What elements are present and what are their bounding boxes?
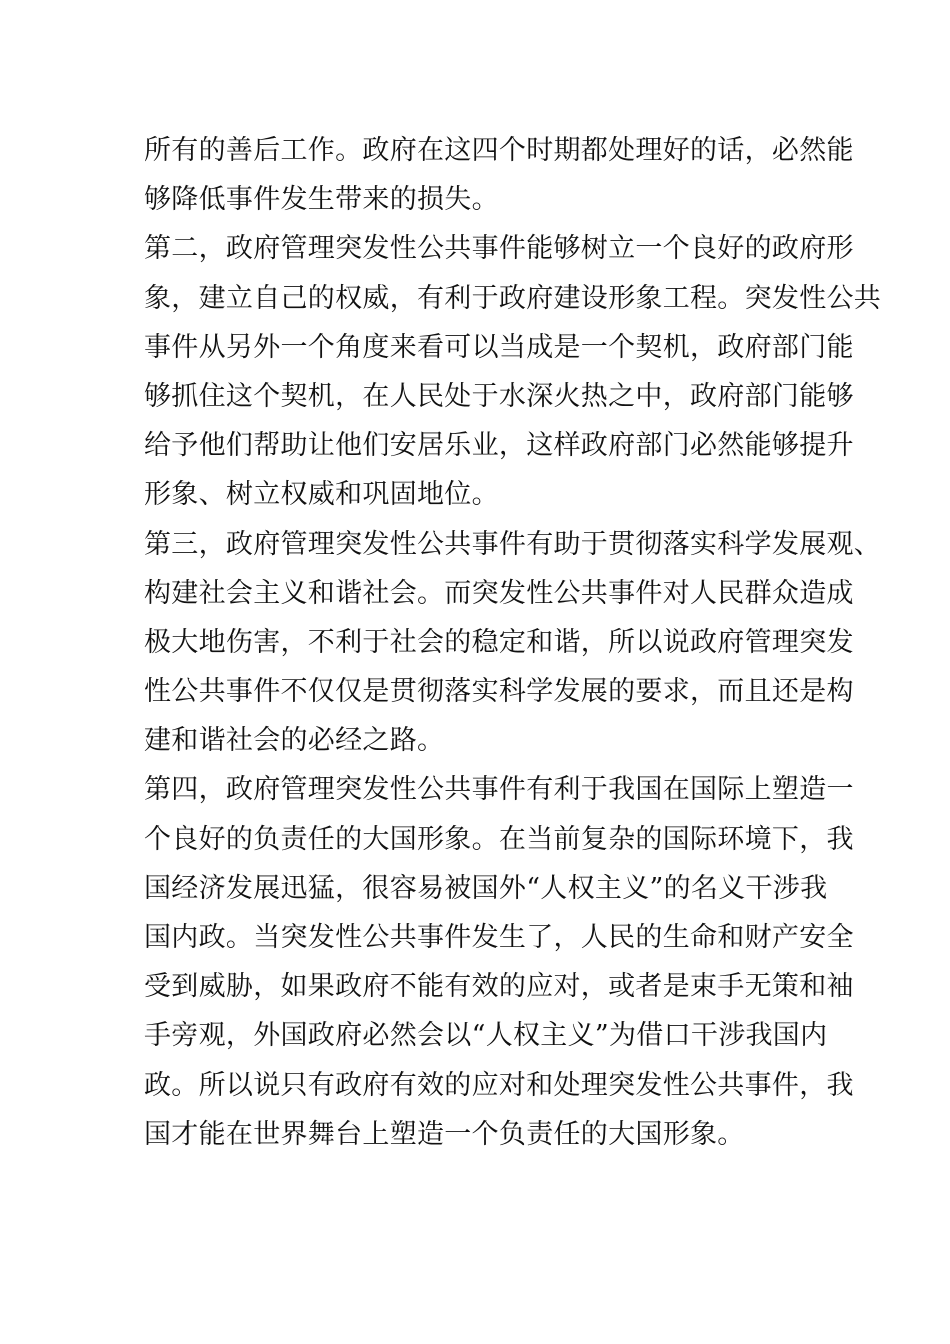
text-line: 国才能在世界舞台上塑造一个负责任的大国形象。 (144, 1118, 745, 1150)
text-line: 手旁观，外国政府必然会以“人权主义”为借口干涉我国内 (144, 1020, 828, 1052)
text-line: 够抓住这个契机，在人民处于水深火热之中，政府部门能够 (144, 380, 854, 412)
body-text (144, 126, 882, 1159)
text-line: 象，建立自己的权威，有利于政府建设形象工程。突发性公共 (144, 282, 882, 314)
text-line: 第三，政府管理突发性公共事件有助于贯彻落实科学发展观、 (144, 528, 882, 560)
text-line: 国经济发展迅猛，很容易被国外“人权主义”的名义干涉我 (144, 872, 828, 904)
text-line: 所有的善后工作。政府在这四个时期都处理好的话，必然能 (144, 135, 854, 166)
text-line: 受到威胁，如果政府不能有效的应对，或者是束手无策和袖 (144, 971, 854, 1003)
text-line: 第四，政府管理突发性公共事件有利于我国在国际上塑造一 (144, 774, 854, 806)
text-line: 性公共事件不仅仅是贯彻落实科学发展的要求，而且还是构 (144, 676, 854, 708)
text-line: 事件从另外一个角度来看可以当成是一个契机，政府部门能 (144, 331, 854, 363)
text-line: 极大地伤害，不利于社会的稳定和谐，所以说政府管理突发 (144, 626, 854, 658)
text-line: 个良好的负责任的大国形象。在当前复杂的国际环境下，我 (144, 823, 854, 855)
text-line: 政。所以说只有政府有效的应对和处理突发性公共事件，我 (144, 1069, 854, 1101)
text-line: 形象、树立权威和巩固地位。 (144, 479, 499, 511)
text-line: 构建社会主义和谐社会。而突发性公共事件对人民群众造成 (144, 577, 854, 609)
text-line: 够降低事件发生带来的损失。 (144, 184, 499, 216)
text-line: 建和谐社会的必经之路。 (144, 725, 445, 757)
text-line: 第二，政府管理突发性公共事件能够树立一个良好的政府形 (144, 233, 854, 265)
text-line: 给予他们帮助让他们安居乐业，这样政府部门必然能够提升 (144, 430, 854, 462)
text-line: 国内政。当突发性公共事件发生了，人民的生命和财产安全 (144, 922, 854, 953)
